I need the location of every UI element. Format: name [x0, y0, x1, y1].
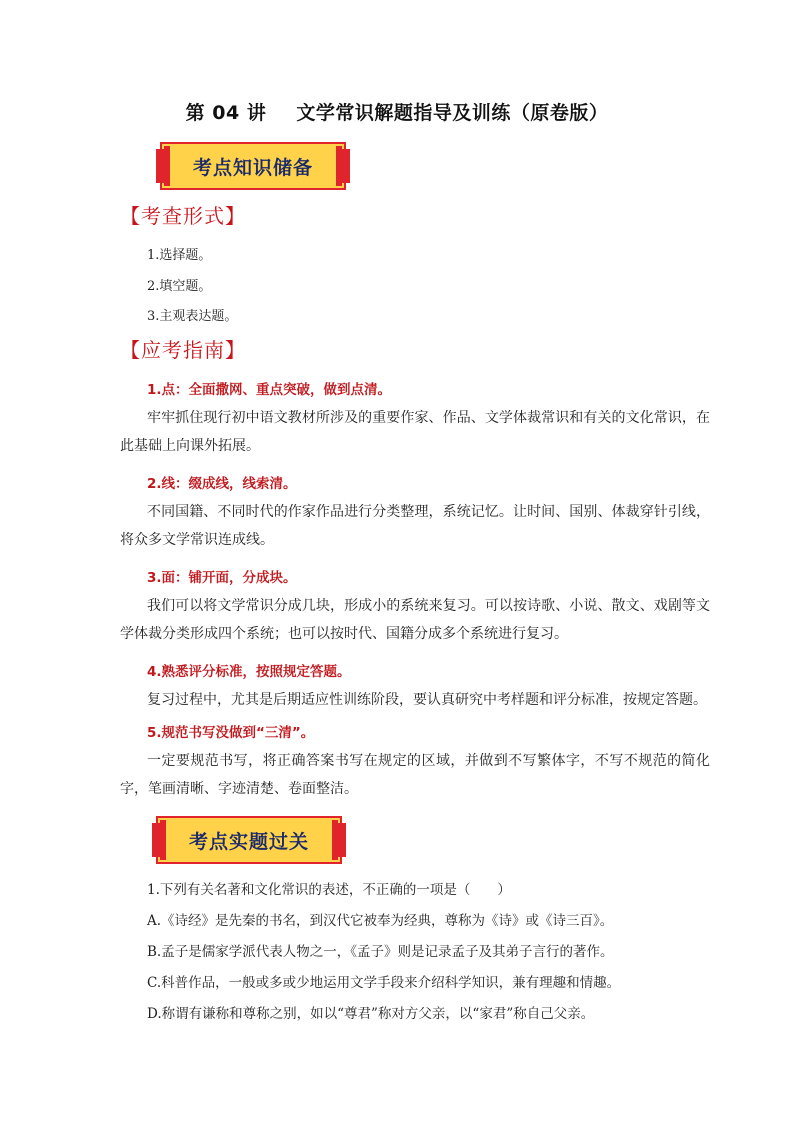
exam-form-item: 3.主观表达题。 [147, 309, 238, 324]
guide-point-heading: 2.线：缀成线，线索清。 [147, 476, 297, 492]
knowledge-banner-label: 考点知识储备 [192, 156, 313, 179]
exam-form-item: 1.选择题。 [147, 248, 212, 263]
guide-point-text: 一定要规范书写，将正确答案书写在规定的区域，并做到不写繁体字，不写不规范的简化字，笔画清晰、字迹清楚、卷面整洁。 [120, 753, 710, 797]
guide-heading: 【应考指南】 [120, 338, 246, 362]
guide-point-heading: 3.面：铺开面，分成块。 [147, 570, 297, 586]
exam-form-item: 2.填空题。 [147, 279, 212, 294]
guide-point-text: 我们可以将文学常识分成几块，形成小的系统来复习。可以按诗歌、小说、散文、戏剧等文学体裁分类形成四个系统；也可以按时代、国籍分成多个系统进行复习。 [120, 598, 710, 642]
question-option-c: C.科普作品，一般或多或少地运用文学手段来介绍科学知识，兼有理趣和情趣。 [147, 975, 621, 991]
guide-point-text: 不同国籍、不同时代的作家作品进行分类整理，系统记忆。让时间、国别、体裁穿针引线，将众多文学常识连成线。 [120, 504, 710, 548]
guide-point-heading: 4.熟悉评分标准，按照规定答题。 [147, 664, 351, 680]
guide-point-text: 牢牢抓住现行初中语文教材所涉及的重要作家、作品、文学体裁常识和有关的文化常识，在此基础上向课外拓展。 [120, 410, 710, 454]
knowledge-banner [164, 146, 342, 186]
lecture-number: 第 04 讲 [185, 102, 267, 124]
guide-point-heading: 1.点：全面撒网、重点突破，做到点清。 [147, 382, 392, 398]
question-option-a: A.《诗经》是先秦的书名，到汉代它被奉为经典，尊称为《诗》或《诗三百》。 [147, 913, 614, 929]
guide-point-heading: 5.规范书写没做到“三清”。 [147, 725, 315, 741]
practice-banner [160, 820, 338, 860]
question-stem: 1.下列有关名著和文化常识的表述，不正确的一项是（ ） [147, 882, 511, 898]
page-title [0, 98, 794, 125]
guide-point-text: 复习过程中，尤其是后期适应性训练阶段，要认真研究中考样题和评分标准，按规定答题。 [147, 692, 707, 708]
exam-forms-heading: 【考查形式】 [120, 204, 246, 228]
practice-banner-label: 考点实题过关 [188, 830, 309, 853]
question-option-b: B.孟子是儒家学派代表人物之一，《孟子》则是记录孟子及其弟子言行的著作。 [147, 944, 614, 960]
lecture-title: 文学常识解题指导及训练（原卷版） [296, 102, 609, 124]
question-option-d: D.称谓有谦称和尊称之别，如以“尊君”称对方父亲，以“家君”称自己父亲。 [147, 1006, 595, 1022]
